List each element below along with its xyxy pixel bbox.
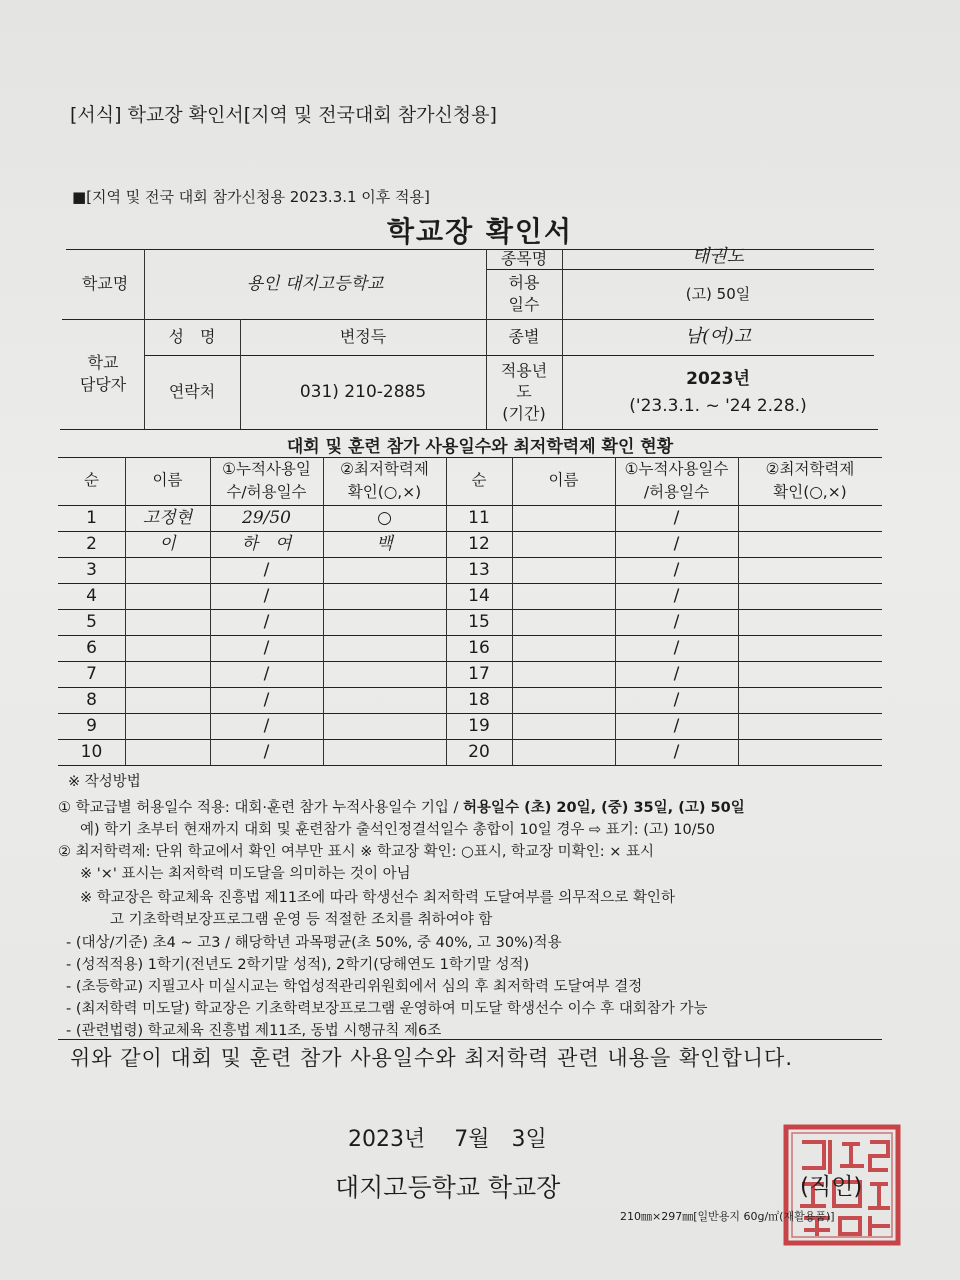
school-label: 학교명 (81, 274, 129, 294)
detail-3: - (초등학교) 지필고사 미실시교는 학업성적관리위원회에서 심의 후 최저학력 도달여부 결정 (66, 979, 643, 995)
table-cell-check (323, 557, 446, 583)
table-cell-check (323, 713, 446, 739)
table-cell-name2 (512, 635, 615, 661)
detail-5: - (관련법령) 학교체육 진흥법 제11조, 동법 시행규칙 제6조 (66, 1023, 442, 1039)
name-value: 변정득 (339, 327, 387, 347)
contact-value: 031) 210-2885 (299, 381, 427, 402)
table-cell-no: 5 (86, 611, 97, 632)
table-cell-no2: 12 (468, 533, 490, 554)
form-title: [서식] 학교장 확인서[지역 및 전국대회 참가신청용] (70, 104, 497, 126)
table-cell-days2: / (673, 585, 680, 606)
table-cell-no: 1 (86, 507, 97, 528)
sign-date: 2023년 7월 3일 (348, 1127, 547, 1152)
table-cell-check2 (738, 505, 882, 531)
gender-label: 종별 (508, 327, 540, 347)
table-cell-name2 (512, 661, 615, 687)
school-principal: 대지고등학교 학교장 (335, 1173, 561, 1202)
table-header-no-right: 순 (471, 471, 487, 490)
section-title: 대회 및 훈련 참가 사용일수와 최저학력제 확인 현황 (286, 437, 674, 457)
year-label: 적용년 도 (기간) (500, 360, 548, 423)
allowed-days-label: 허용 일수 (508, 273, 540, 314)
gender-value: 남(여)고 (684, 325, 752, 347)
table-cell-check (323, 609, 446, 635)
table-cell-days2: / (673, 663, 680, 684)
table-cell-no: 9 (86, 715, 97, 736)
table-cell-check2 (738, 531, 882, 557)
table-cell-no2: 19 (468, 715, 490, 736)
table-cell-no2: 16 (468, 637, 490, 658)
note-1 (58, 796, 745, 817)
table-cell-check (323, 687, 446, 713)
table-cell-check2 (738, 661, 882, 687)
note-2: ② 최저학력제: 단위 학교에서 확인 여부만 표시 ※ 학교장 확인: ○표시, 학교장 미확인: × 표시 (58, 844, 654, 860)
table-cell-check: ○ (377, 507, 392, 528)
table-cell-check: 백 (376, 533, 393, 554)
table-cell-days: / (263, 715, 270, 736)
table-cell-days2: / (673, 715, 680, 736)
table-cell-check2 (738, 557, 882, 583)
table-header-name: 이름 (152, 471, 183, 490)
table-cell-name2 (512, 531, 615, 557)
form-sub-note: ■[지역 및 전국 대회 참가신청용 2023.3.1 이후 적용] (72, 188, 430, 206)
table-cell-check (323, 635, 446, 661)
table-cell-no: 4 (86, 585, 97, 606)
table-cell-days: 하 여 (241, 533, 292, 554)
period-value: ('23.3.1. ~ '24 2.28.) (629, 395, 807, 416)
table-cell-no: 8 (86, 689, 97, 710)
contact-label: 연락처 (168, 382, 216, 402)
table-cell-name: 이 (159, 533, 176, 554)
table-cell-no: 6 (86, 637, 97, 658)
table-cell-name2 (512, 687, 615, 713)
table-cell-name2 (512, 505, 615, 531)
table-cell-no2: 18 (468, 689, 490, 710)
table-cell-days: / (263, 559, 270, 580)
table-cell-check2 (738, 583, 882, 609)
table-cell-no2: 15 (468, 611, 490, 632)
table-cell-name2 (512, 713, 615, 739)
school-value: 용인 대지고등학교 (246, 273, 384, 294)
confirm-text: 위와 같이 대회 및 훈련 참가 사용일수와 최저학력 관련 내용을 확인합니다. (70, 1046, 794, 1070)
table-cell-days2: / (673, 533, 680, 554)
table-cell-no2: 20 (468, 741, 490, 762)
table-cell-no: 2 (86, 533, 97, 554)
table-cell-name (125, 739, 210, 765)
table-cell-days2: / (673, 611, 680, 632)
event-label: 종목명 (500, 249, 548, 269)
table-cell-name (125, 609, 210, 635)
table-cell-name (125, 661, 210, 687)
table-cell-no: 7 (86, 663, 97, 684)
table-cell-days2: / (673, 689, 680, 710)
table-cell-check (323, 583, 446, 609)
table-cell-days: / (263, 637, 270, 658)
table-cell-check2 (738, 635, 882, 661)
main-title: 학교장 확인서 (386, 215, 574, 248)
table-cell-days: / (263, 611, 270, 632)
table-cell-days2: / (673, 637, 680, 658)
table-cell-name2 (512, 583, 615, 609)
note-1-bold: 허용일수 (초) 20일, (중) 35일, (고) 50일 (463, 800, 745, 816)
table-cell-no2: 13 (468, 559, 490, 580)
table-cell-name: 고정현 (142, 507, 193, 528)
table-cell-days2: / (673, 741, 680, 762)
table-cell-no: 10 (80, 741, 103, 762)
table-cell-check2 (738, 739, 882, 765)
table-cell-days2: / (673, 507, 680, 528)
table-cell-days: / (263, 585, 270, 606)
seal-label: (직인) (800, 1174, 863, 1200)
detail-2: - (성적적용) 1학기(전년도 2학기말 성적), 2학기(당해연도 1학기말 성적) (66, 957, 530, 973)
table-cell-check (323, 661, 446, 687)
table-cell-check2 (738, 713, 882, 739)
table-cell-check (323, 739, 446, 765)
table-header-days: ①누적사용일 수/허용일수 (222, 459, 311, 501)
paper-spec: 210㎜×297㎜[일반용지 60g/㎡(재활용품)] (620, 1210, 835, 1223)
detail-1: - (대상/기준) 초4 ~ 고3 / 해당학년 과목평균(초 50%, 중 40%, 고 30%)적용 (66, 935, 562, 951)
detail-4: - (최저학력 미도달) 학교장은 기초학력보장프로그램 운영하여 미도달 학생선수 이수 후 대회참가 가능 (66, 1001, 708, 1017)
event-value: 태권도 (691, 245, 745, 267)
table-header-name-right: 이름 (548, 471, 579, 490)
table-cell-name (125, 557, 210, 583)
note-1-text: ① 학교급별 허용일수 적용: 대회·훈련 참가 누적사용일수 기입 / (58, 800, 464, 816)
table-cell-days: / (263, 741, 270, 762)
table-cell-no2: 11 (468, 507, 490, 528)
table-header-days-right: ①누적사용일수 /허용일수 (624, 459, 729, 501)
table-cell-name (125, 583, 210, 609)
table-cell-check2 (738, 609, 882, 635)
table-row-line (58, 765, 882, 766)
table-header-check: ②최저학력제 확인(○,×) (340, 459, 429, 501)
table-cell-no2: 17 (468, 663, 490, 684)
table-cell-days2: / (673, 559, 680, 580)
note-4a: ※ 학교장은 학교체육 진흥법 제11조에 따라 학생선수 최저학력 도달여부를 의무적으로 확인하 (80, 890, 675, 906)
table-cell-name2 (512, 557, 615, 583)
table-cell-no2: 14 (468, 585, 490, 606)
note-4b: 고 기초학력보장프로그램 운영 등 적절한 조치를 취하여야 함 (110, 912, 493, 928)
notes-heading: ※ 작성방법 (68, 774, 141, 790)
table-cell-name (125, 687, 210, 713)
table-cell-days: / (263, 689, 270, 710)
allowed-days-value: (고) 50일 (685, 284, 751, 303)
table-cell-name (125, 713, 210, 739)
table-cell-days: / (263, 663, 270, 684)
table-cell-no: 3 (86, 559, 97, 580)
table-header-no: 순 (84, 471, 99, 490)
note-3: ※ '×' 표시는 최저학력 미도달을 의미하는 것이 아님 (80, 866, 411, 882)
note-1-example: 예) 학기 초부터 현재까지 대회 및 훈련참가 출석인정결석일수 총합이 10일 경우 ⇨ 표기: (고) 10/50 (80, 822, 716, 838)
table-cell-days: 29/50 (242, 507, 291, 528)
table-cell-name2 (512, 739, 615, 765)
table-cell-name (125, 635, 210, 661)
header-bottom-line (60, 429, 878, 430)
table-header-check-right: ②최저학력제 확인(○,×) (765, 459, 855, 501)
name-label: 성 명 (168, 327, 216, 347)
table-cell-name2 (512, 609, 615, 635)
table-cell-check2 (738, 687, 882, 713)
year-value: 2023년 (686, 368, 750, 389)
manager-label: 학교 담당자 (79, 353, 127, 394)
